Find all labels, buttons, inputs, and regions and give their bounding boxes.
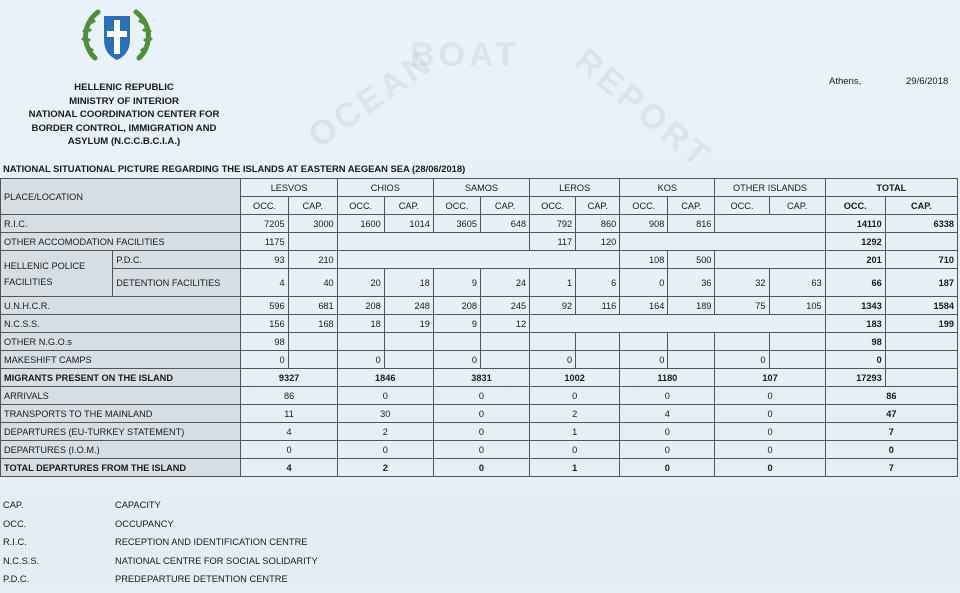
cell: 1292 [825,233,885,251]
cell: 0 [337,441,433,459]
cell: 0 [433,459,529,477]
date-text: 29/6/2018 [906,76,949,87]
cell: 1846 [337,369,433,387]
header-line-4: BORDER CONTROL, IMMIGRATION AND [31,122,217,134]
cell: 7 [825,459,957,477]
header-chios: CHIOS [337,179,433,197]
empty-cell [620,233,825,251]
police-label: HELLENIC POLICE FACILITIES [1,251,113,297]
empty-cell [885,233,957,251]
cell: 860 [576,215,620,233]
cell: 2 [337,459,433,477]
row-label: MIGRANTS PRESENT ON THE ISLAND [1,369,241,387]
cell: 208 [433,297,480,315]
empty-cell [668,351,715,369]
cell: 98 [241,333,288,351]
cell: 24 [480,269,529,297]
cell: 0 [715,387,825,405]
header-leros: LEROS [530,179,620,197]
cell: 116 [576,297,620,315]
row-makeshift-camps [1,351,958,369]
cell: 4 [241,459,337,477]
occ-header: OCC. [715,197,769,215]
empty-cell [288,233,337,251]
cell: 40 [288,269,337,297]
header-total: TOTAL [825,179,957,197]
row-label: MAKESHIFT CAMPS [1,351,241,369]
empty-cell [885,369,957,387]
row-other-accommodation [1,233,958,251]
cell: 0 [620,459,715,477]
cell: 3831 [433,369,529,387]
cell: 92 [530,297,576,315]
empty-cell [433,333,480,351]
cell: 1 [530,269,576,297]
row-police-detention [1,269,958,297]
cell: 1584 [885,297,957,315]
row-label: OTHER ACCOMODATION FACILITIES [1,233,241,251]
cell: 32 [715,269,769,297]
cell: 0 [825,351,885,369]
header-other-islands: OTHER ISLANDS [715,179,825,197]
cell: 107 [715,369,825,387]
legend-definition: PREDEPARTURE DETENTION CENTRE [115,574,288,584]
cell: 0 [530,351,576,369]
cell: 0 [825,441,957,459]
empty-cell [530,333,576,351]
cell: 596 [241,297,288,315]
row-police-pdc [1,251,958,269]
header-kos: KOS [620,179,715,197]
cell: 183 [825,315,885,333]
cell: 18 [384,269,433,297]
empty-cell [715,251,825,269]
cell: 1343 [825,297,885,315]
cell: 0 [241,351,288,369]
cell: 0 [715,405,825,423]
row-transports [1,405,958,423]
cell: 18 [337,315,384,333]
place-location-header: PLACE/LOCATION [1,179,241,215]
empty-cell [337,333,384,351]
legend-definition: OCCUPANCY [115,518,174,529]
cap-header: CAP. [384,197,433,215]
empty-cell [337,233,529,251]
cell: 0 [337,351,384,369]
cell: 0 [241,441,337,459]
occ-header: OCC. [337,197,384,215]
empty-cell [384,351,433,369]
cell: 17293 [825,369,885,387]
cell: 0 [433,351,480,369]
cell: 3605 [433,215,480,233]
header-lesvos: LESVOS [241,179,337,197]
cap-header: CAP. [885,197,957,215]
empty-cell [576,351,620,369]
occ-header: OCC. [620,197,668,215]
cell: 4 [241,423,337,441]
cell: 98 [825,333,885,351]
row-label: R.I.C. [1,215,241,233]
cap-header: CAP. [668,197,715,215]
occ-header: OCC. [241,197,288,215]
cell: 120 [576,233,620,251]
cell: 681 [288,297,337,315]
cell: 1002 [530,369,620,387]
row-other-ngos [1,333,958,351]
cell: 0 [715,423,825,441]
cell: 0 [530,441,620,459]
situational-table [0,178,958,477]
legend-abbr: R.I.C. [3,537,27,547]
cell: 20 [337,269,384,297]
empty-cell [384,333,433,351]
header-line-1: HELLENIC REPUBLIC [74,82,174,93]
cell: 3000 [288,215,337,233]
cell: 710 [885,251,957,269]
header-line-2: MINISTRY OF INTERIOR [69,95,179,107]
cell: 4 [241,269,288,297]
cell: 30 [337,405,433,423]
cell: 1 [530,459,620,477]
row-ric [1,215,958,233]
row-label: DEPARTURES (I.O.M.) [1,441,241,459]
place-text: Athens, [829,76,862,87]
cell: 2 [530,405,620,423]
detention-label: DETENTION FACILITIES [113,269,241,297]
legend-definition: NATIONAL CENTRE FOR SOCIAL SOLIDARITY [115,555,318,566]
cell: 36 [668,269,715,297]
cell: 816 [668,215,715,233]
empty-cell [288,351,337,369]
cell: 2 [337,423,433,441]
cell: 0 [433,405,529,423]
cell: 1175 [241,233,288,251]
watermark-report: REPORT [567,41,719,177]
row-label: DEPARTURES (EU-TURKEY STATEMENT) [1,423,241,441]
cell: 199 [885,315,957,333]
legend-definition: CAPACITY [115,500,161,510]
legend-definition: RECEPTION AND IDENTIFICATION CENTRE [115,537,308,547]
cell: 0 [620,351,668,369]
occ-header: OCC. [530,197,576,215]
cell: 0 [620,269,668,297]
row-label: OTHER N.G.O.s [1,333,241,351]
row-label: TOTAL DEPARTURES FROM THE ISLAND [1,459,241,477]
legend-abbr: OCC. [3,518,27,529]
legend-abbr: P.D.C. [3,574,30,584]
cell: 1014 [384,215,433,233]
cell: 7205 [241,215,288,233]
cell: 9 [433,315,480,333]
cell: 7 [825,423,957,441]
row-label: U.N.H.C.R. [1,297,241,315]
cell: 0 [433,423,529,441]
cell: 9 [433,269,480,297]
cell: 47 [825,405,957,423]
watermark-ocean: OCEAN [301,42,441,156]
issuer-header [18,81,230,149]
cell: 108 [620,251,668,269]
header-line-5: ASYLUM (N.C.C.B.C.I.A.) [67,136,181,147]
cell: 0 [530,387,620,405]
cell: 86 [241,387,337,405]
cell: 4 [620,405,715,423]
cell: 0 [433,441,529,459]
cell: 792 [530,215,576,233]
header-line-3: NATIONAL COORDINATION CENTER FOR [28,109,220,120]
empty-cell [769,351,825,369]
cell: 1600 [337,215,384,233]
row-iom [1,441,958,459]
cell: 0 [337,387,433,405]
empty-cell [769,333,825,351]
cell: 105 [769,297,825,315]
cell: 86 [825,387,957,405]
watermark-boat: BOAT [410,36,520,74]
empty-cell [715,215,825,233]
legend-abbr: N.C.S.S. [3,555,40,566]
row-eu-turkey [1,423,958,441]
cell: 9327 [241,369,337,387]
cell: 168 [288,315,337,333]
cap-header: CAP. [769,197,825,215]
cell: 210 [288,251,337,269]
cell: 1180 [620,369,715,387]
empty-cell [885,351,957,369]
cell: 248 [384,297,433,315]
cell: 1 [530,423,620,441]
cell: 908 [620,215,668,233]
legend-abbr: CAP. [3,500,24,510]
row-migrants-present [1,369,958,387]
cell: 0 [620,387,715,405]
row-label: N.C.S.S. [1,315,241,333]
cell: 0 [620,441,715,459]
cell: 0 [620,423,715,441]
occ-header: OCC. [433,197,480,215]
cap-header: CAP. [576,197,620,215]
cell: 11 [241,405,337,423]
cell: 500 [668,251,715,269]
cell: 189 [668,297,715,315]
cell: 648 [480,215,529,233]
empty-cell [715,333,769,351]
cell: 6 [576,269,620,297]
cell: 0 [715,459,825,477]
row-label: ARRIVALS [1,387,241,405]
header-row-islands [1,179,958,197]
cell: 19 [384,315,433,333]
cell: 14110 [825,215,885,233]
cell: 66 [825,269,885,297]
cell: 0 [433,387,529,405]
empty-cell [885,333,957,351]
hellenic-seal-icon [80,6,154,68]
cell: 0 [715,441,825,459]
header-samos: SAMOS [433,179,529,197]
occ-header: OCC. [825,197,885,215]
cell: 12 [480,315,529,333]
pdc-label: P.D.C. [113,251,241,269]
cell: 201 [825,251,885,269]
empty-cell [480,333,529,351]
row-unhcr [1,297,958,315]
row-arrivals [1,387,958,405]
row-label: TRANSPORTS TO THE MAINLAND [1,405,241,423]
empty-cell [480,351,529,369]
cell: 245 [480,297,529,315]
empty-cell [576,333,620,351]
cell: 75 [715,297,769,315]
cell: 6338 [885,215,957,233]
cell: 156 [241,315,288,333]
cell: 63 [769,269,825,297]
cell: 187 [885,269,957,297]
cell: 164 [620,297,668,315]
empty-cell [288,333,337,351]
cap-header: CAP. [480,197,529,215]
row-ncss [1,315,958,333]
cell: 0 [715,351,769,369]
cap-header: CAP. [288,197,337,215]
empty-cell [337,251,620,269]
document-title: NATIONAL SITUATIONAL PICTURE REGARDING THE ISLANDS AT EASTERN AEGEAN SEA (28/06/2018) [3,163,466,174]
empty-cell [530,315,826,333]
empty-cell [620,333,668,351]
cell: 117 [530,233,576,251]
empty-cell [668,333,715,351]
cell: 208 [337,297,384,315]
cell: 93 [241,251,288,269]
row-total-departures [1,459,958,477]
